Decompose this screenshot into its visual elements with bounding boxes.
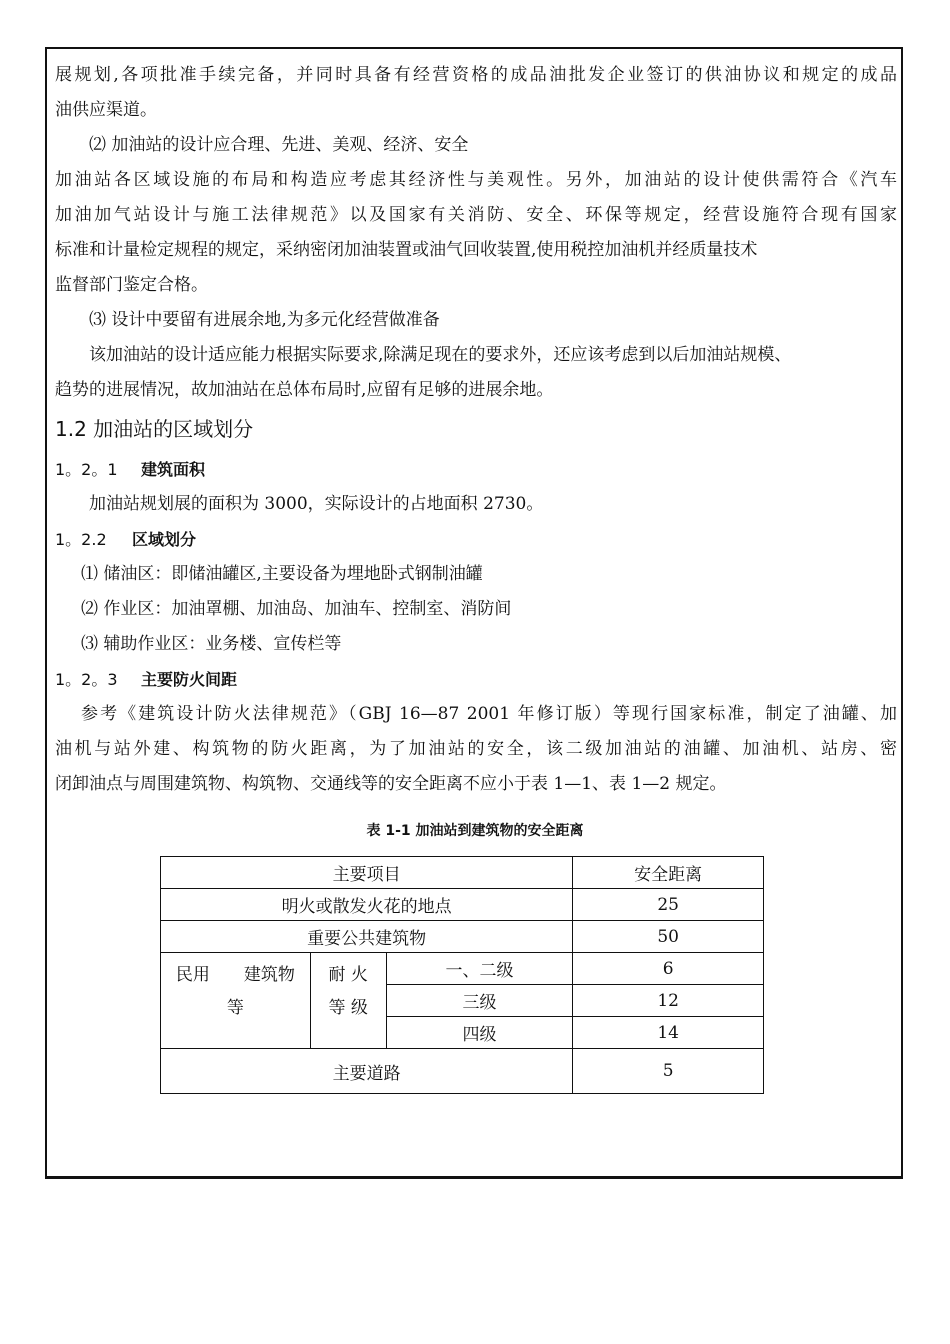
- subsection-title: 区域划分: [132, 530, 197, 549]
- table-cell: 12: [573, 985, 764, 1017]
- paragraph-line: 闭卸油点与周围建筑物、构筑物、交通线等的安全距离不应小于表 1—1、表 1—2 规定。: [55, 774, 727, 794]
- table-header-row: [161, 857, 764, 889]
- table-cell: 三级: [386, 985, 573, 1017]
- subsection-title: 建筑面积: [141, 460, 206, 479]
- paragraph-line: 加油加气站设计与施工法律规范》以及国家有关消防、安全、环保等规定，经营设施符合现有国家: [55, 205, 897, 225]
- list-item-title: ⑶ 设计中要留有进展余地,为多元化经营做准备: [89, 310, 440, 330]
- table-cell: 5: [573, 1049, 764, 1094]
- subsection-heading: [55, 522, 897, 557]
- subsection-heading: [55, 662, 897, 697]
- subsection-number: 1。2。1: [55, 460, 118, 479]
- paragraph-line: 油机与站外建、构筑物的防火距离，为了加油站的安全，该二级加油站的油罐、加油机、站房、密: [55, 739, 897, 759]
- table-cell: 一、二级: [386, 953, 573, 985]
- cell-text: 民用 建筑物: [175, 965, 295, 985]
- subsection-number: 1。2。3: [55, 670, 118, 689]
- table-cell: 四级: [386, 1017, 573, 1049]
- table-cell: 6: [573, 953, 764, 985]
- list-item: ⑶ 辅助作业区：业务楼、宣传栏等: [81, 634, 342, 654]
- section-heading: 1.2 加油站的区域划分: [55, 417, 254, 441]
- table-row: [161, 921, 764, 953]
- cell-text: 耐 火: [328, 965, 368, 985]
- table-cell: 14: [573, 1017, 764, 1049]
- subsection-heading: [55, 452, 897, 487]
- cell-text: 等: [226, 998, 244, 1018]
- table-caption: 表 1-1 加油站到建筑物的安全距离: [366, 823, 584, 839]
- header-cell-item: 主要项目: [161, 857, 573, 889]
- table-row: [161, 953, 764, 985]
- civil-building-cell: [161, 953, 311, 1049]
- list-item: ⑵ 作业区：加油罩棚、加油岛、加油车、控制室、消防间: [81, 599, 512, 619]
- paragraph-line: 展规划,各项批准手续完备，并同时具备有经营资格的成品油批发企业签订的供油协议和规定的成品: [55, 65, 897, 85]
- table-row: [161, 1049, 764, 1094]
- list-item: ⑴ 储油区：即储油罐区,主要设备为埋地卧式钢制油罐: [81, 564, 483, 584]
- paragraph-line: 加油站各区域设施的布局和构造应考虑其经济性与美观性。另外，加油站的设计使供需符合《汽车: [55, 170, 897, 190]
- table-cell: 明火或散发火花的地点: [161, 889, 573, 921]
- header-cell-distance: 安全距离: [573, 857, 764, 889]
- document-body: [55, 58, 897, 802]
- subsection-number: 1。2.2: [55, 530, 107, 549]
- fire-rating-cell: [310, 953, 386, 1049]
- paragraph-line: 趋势的进展情况，故加油站在总体布局时,应留有足够的进展余地。: [55, 380, 554, 400]
- table-cell: 重要公共建筑物: [161, 921, 573, 953]
- paragraph-line: 参考《建筑设计防火法律规范》（GBJ 16—87 2001 年修订版）等现行国家标准，制定了油罐、加: [81, 704, 897, 724]
- paragraph-line: 油供应渠道。: [55, 100, 157, 120]
- paragraph-line: 标准和计量检定规程的规定，采纳密闭加油装置或油气回收装置,使用税控加油机并经质量技术: [55, 240, 758, 260]
- cell-text: 等 级: [328, 998, 368, 1018]
- list-item-title: ⑵ 加油站的设计应合理、先进、美观、经济、安全: [89, 135, 469, 155]
- paragraph-line: 监督部门鉴定合格。: [55, 275, 208, 295]
- table-cell: 50: [573, 921, 764, 953]
- paragraph-line: 该加油站的设计适应能力根据实际要求,除满足现在的要求外，还应该考虑到以后加油站规模、: [89, 345, 792, 365]
- safety-distance-table: [160, 856, 764, 1094]
- table-row: [161, 889, 764, 921]
- table-cell: 25: [573, 889, 764, 921]
- paragraph-line: 加油站规划展的面积为 3000，实际设计的占地面积 2730。: [89, 494, 544, 514]
- table-cell: 主要道路: [161, 1049, 573, 1094]
- subsection-title: 主要防火间距: [141, 670, 238, 689]
